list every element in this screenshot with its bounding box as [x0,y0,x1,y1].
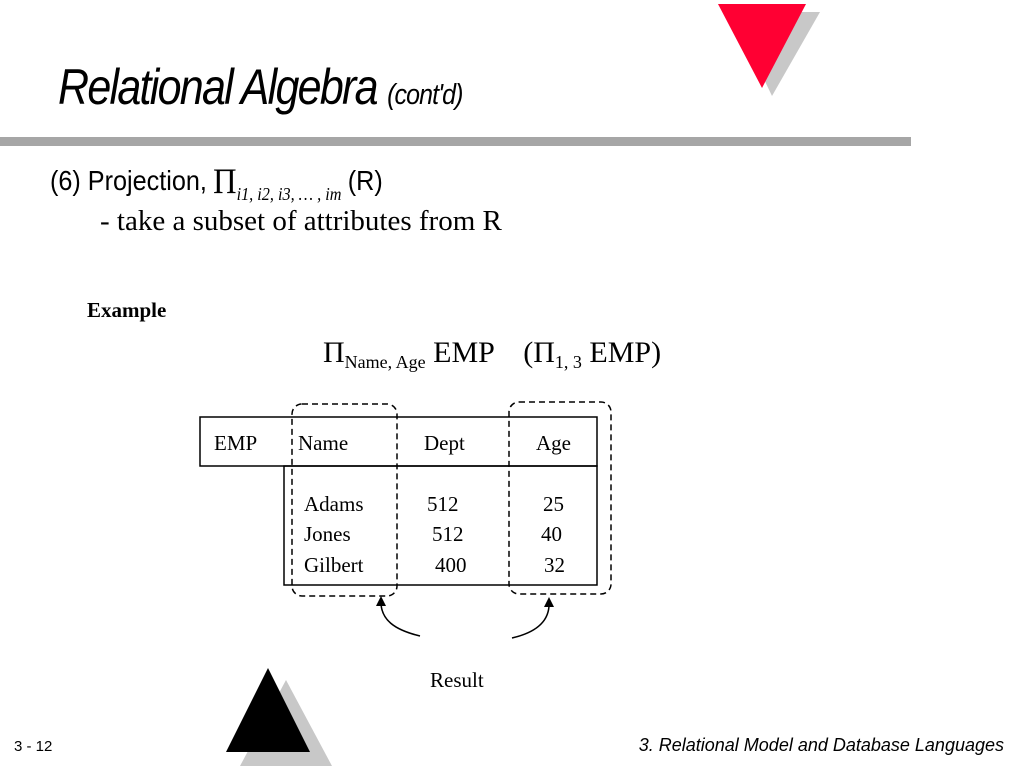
formula-alt-pi: Π [533,336,555,369]
formula-alt-subscript: 1, 3 [554,352,582,372]
pi-symbol: Π [213,161,237,201]
table-cell: 25 [543,492,564,516]
table-cell: Gilbert [304,553,364,577]
bottom-triangle-decoration [220,660,340,768]
operand: (R) [347,165,383,196]
result-arrow-right [512,602,549,638]
table-header-age: Age [536,431,571,455]
formula-alt-relation: EMP [589,336,652,369]
result-arrow-left-head [376,596,386,606]
table-cell: 512 [432,522,464,546]
table-header-name: Name [298,431,349,455]
formula-alt-close: ) [651,336,662,369]
projection-description: - take a subset of attributes from R [100,205,502,237]
projection-subscript: i1, i2, i3, … , im [236,184,342,204]
footer-text: 3. Relational Model and Database Languages [638,735,1004,755]
table-relation-name: EMP [214,431,258,455]
title-text: Relational Algebra [58,59,377,115]
table-cell: Jones [304,522,351,546]
table-cell: 400 [435,553,467,577]
result-arrow-left [381,600,420,636]
result-arrow-right-head [544,597,554,607]
operation-label: (6) Projection, [50,165,207,196]
table-cell: Adams [304,492,364,516]
example-label: Example [87,298,167,322]
formula-relation: EMP [433,336,494,369]
result-label: Result [430,668,484,692]
formula-subscript: Name, Age [344,352,426,372]
page-number: 3 - 12 [14,738,53,755]
formula-pi: Π [323,336,345,369]
table-cell: 40 [541,522,562,546]
table-header-dept: Dept [424,431,465,455]
table-cell: 512 [427,492,459,516]
table-cell: 32 [544,553,565,577]
formula-alt-open: ( [523,336,534,369]
title-suffix: (cont'd) [387,79,463,111]
